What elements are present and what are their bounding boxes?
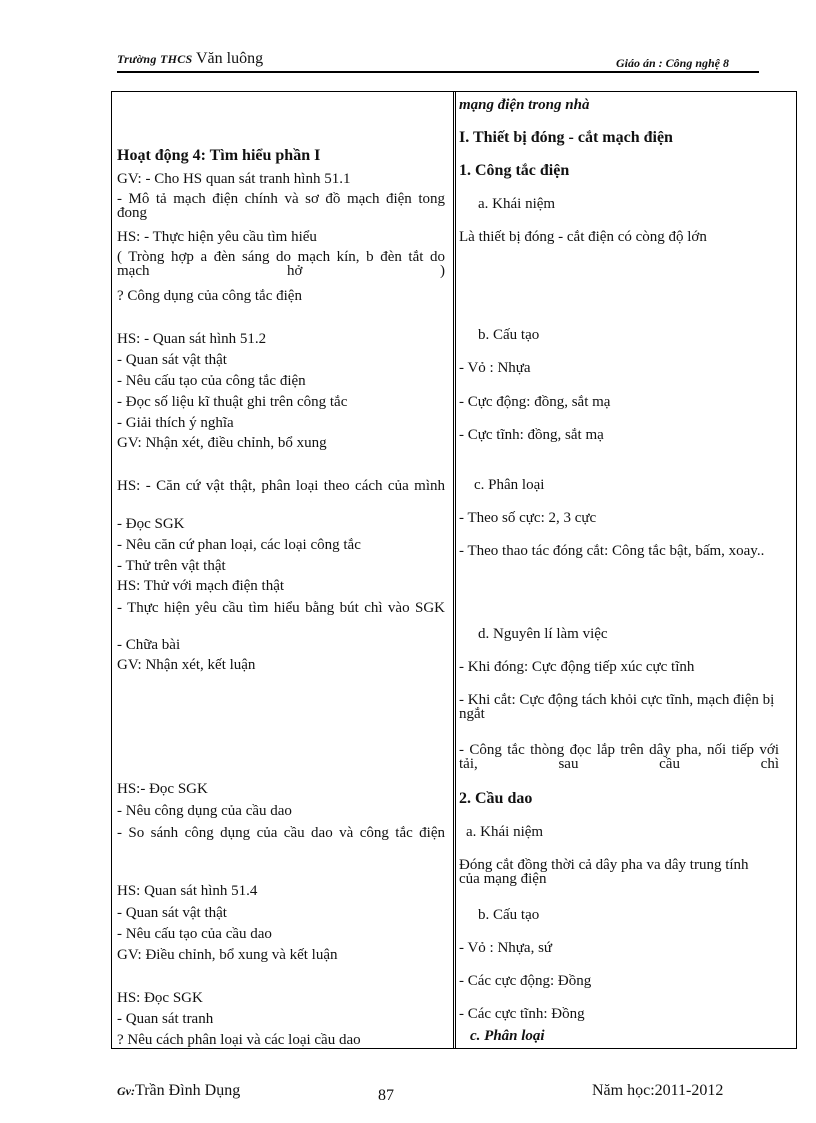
left-line: - Giải thích ý nghĩa [117,415,234,431]
right-line: - Theo số cực: 2, 3 cực [459,510,597,526]
left-line: - Nêu công dụng của cầu dao [117,803,292,819]
right-line: c. Phân loại [470,1028,545,1044]
right-line: b. Cấu tạo [478,907,540,923]
left-line: - Đọc số liệu kĩ thuật ghi trên công tắc [117,394,348,410]
right-line: Là thiết bị đóng - cắt điện có còng độ lớn [459,229,707,245]
lesson-table [111,91,797,1049]
left-line: - Mô tả mạch điện chính và sơ đồ mạch điện tong đong [117,191,445,221]
left-line: - Nêu căn cứ phan loại, các loại công tắc [117,537,361,553]
left-line: HS: Thử với mạch điện thật [117,578,285,594]
activity-title: Hoạt động 4: Tìm hiểu phần I [117,147,321,164]
school-prefix: Trường THCS [117,52,193,66]
left-line: GV: - Cho HS quan sát tranh hình 51.1 [117,171,351,187]
right-line: - Khi đóng: Cực động tiếp xúc cực tĩnh [459,659,695,675]
right-line: b. Cấu tạo [478,327,540,343]
teacher-name: Trần Đình Dụng [135,1082,241,1099]
left-line: HS: - Căn cứ vật thật, phân loại theo cách của mình [117,478,445,494]
left-line: HS: Đọc SGK [117,990,203,1006]
left-line: - Đọc SGK [117,516,185,532]
subsection-heading: 1. Công tắc điện [459,162,570,179]
gv-label: Gv: [117,1084,135,1098]
right-line: d. Nguyên lí làm việc [478,626,608,642]
left-line: ? Công dụng của công tắc điện [117,288,302,304]
left-line: - Thử trên vật thật [117,558,226,574]
left-line: - Quan sát vật thật [117,905,227,921]
right-line: - Vỏ : Nhựa [459,360,531,376]
subject-heading: Giáo án : Công nghệ 8 [615,56,729,70]
footer-teacher [117,1082,240,1100]
right-line: - Cực tĩnh: đồng, sắt mạ [459,427,604,443]
right-line: a. Khái niệm [478,196,556,212]
left-line: GV: Nhận xét, điều chỉnh, bổ xung [117,435,327,451]
school-year: Năm học:2011-2012 [592,1082,724,1099]
left-line: - Quan sát tranh [117,1011,214,1027]
school-name: Văn luông [196,50,264,67]
right-line: mạng điện trong nhà [459,97,590,113]
left-line: - Thực hiện yêu cầu tìm hiểu bằng bút chì vào SGK [117,600,445,616]
right-line: - Các cực động: Đồng [459,973,592,989]
right-line: c. Phân loại [474,477,545,493]
left-line: HS:- Đọc SGK [117,781,208,797]
right-line: - Khi cắt: Cực động tách khỏi cực tĩnh, mạch điện bị ngắt [459,692,775,722]
left-line: - So sánh công dụng của cầu dao và công tắc điện [117,825,445,841]
column-divider [453,92,454,1048]
left-line: - Nêu cấu tạo của công tắc điện [117,373,306,389]
right-line: - Công tắc thòng đọc lắp trên dây pha, nối tiếp với tải, sau cầu chì [459,742,779,772]
school-heading [117,50,263,68]
subsection-heading: 2. Cầu dao [459,790,533,807]
right-line: - Các cực tĩnh: Đồng [459,1006,585,1022]
left-line: ( Tròng hợp a đèn sáng do mạch kín, b đèn tắt do mạch hở ) [117,249,445,279]
section-heading: I. Thiết bị đóng - cắt mạch điện [459,129,673,146]
left-line: GV: Nhận xét, kết luận [117,657,256,673]
right-line: - Cực động: đồng, sắt mạ [459,394,611,410]
column-divider [455,92,456,1048]
left-line: HS: - Quan sát hình 51.2 [117,331,267,347]
right-line: - Theo thao tác đóng cắt: Công tắc bật, bấm, xoay.. [459,543,765,559]
right-line: a. Khái niệm [466,824,544,840]
left-line: HS: Quan sát hình 51.4 [117,883,258,899]
page-header [117,50,759,72]
left-line: ? Nêu cách phân loại và các loại cầu dao [117,1032,361,1048]
left-line: - Nêu cấu tạo của cầu dao [117,926,272,942]
left-line: HS: - Thực hiện yêu cầu tìm hiểu [117,229,317,245]
header-divider [117,71,759,73]
right-line: Đóng cắt đồng thời cả dây pha va dây trung tính của mạng điện [459,857,749,887]
page-number: 87 [378,1087,394,1104]
left-line: GV: Điều chỉnh, bổ xung và kết luận [117,947,338,963]
right-line: - Vỏ : Nhựa, sứ [459,940,553,956]
left-line: - Chữa bài [117,637,181,653]
left-line: - Quan sát vật thật [117,352,227,368]
